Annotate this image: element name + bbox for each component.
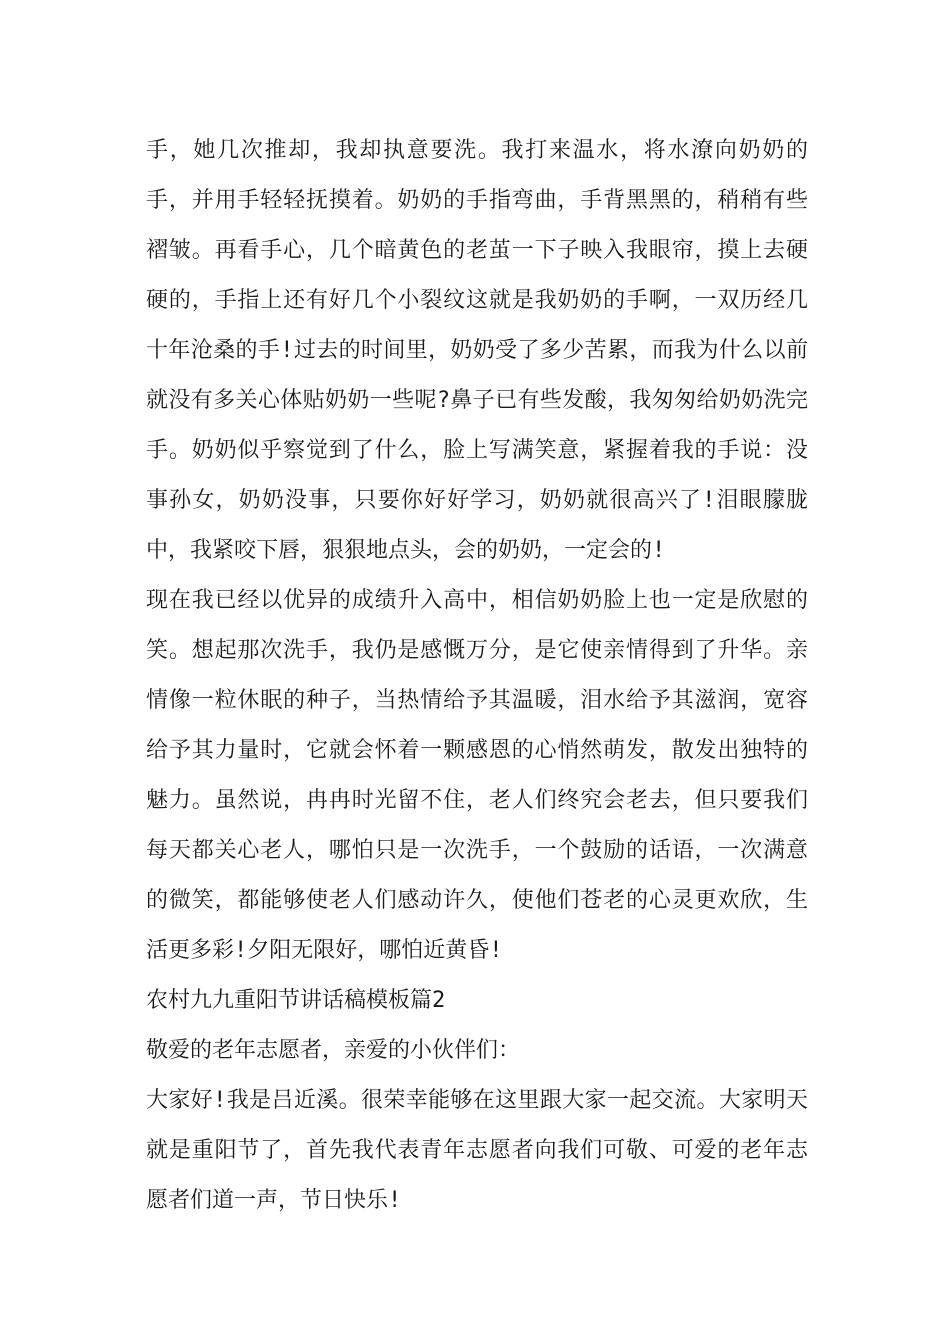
paragraph-1-line-3: 褶皱。再看手心，几个暗黄色的老茧一下子映入我眼帘，摸上去硬 [146,238,808,263]
paragraph-2-line-3: 情像一粒休眠的种子，当热情给予其温暖，泪水给予其滋润，宽容 [146,688,808,713]
paragraph-1-line-2: 手，并用手轻轻抚摸着。奶奶的手指弯曲，手背黑黑的，稍稍有些 [146,188,808,213]
paragraph-1-line-1: 手，她几次推却，我却执意要洗。我打来温水，将水潦向奶奶的 [146,138,808,163]
paragraph-2-line-5: 魅力。虽然说，冉冉时光留不住，老人们终究会老去，但只要我们 [146,788,808,813]
paragraph-3-line-1: 大家好!我是吕近溪。很荣幸能够在这里跟大家一起交流。大家明天 [146,1088,808,1113]
paragraph-1-line-7: 手。奶奶似乎察觉到了什么，脸上写满笑意，紧握着我的手说：没 [146,438,808,463]
paragraph-1-line-8: 事孙女，奶奶没事，只要你好好学习，奶奶就很高兴了!泪眼朦胧 [146,488,808,513]
paragraph-3-line-2: 就是重阳节了，首先我代表青年志愿者向我们可敬、可爱的老年志 [146,1138,808,1163]
paragraph-1-line-5: 十年沧桑的手!过去的时间里，奶奶受了多少苦累，而我为什么以前 [146,338,808,363]
paragraph-2-line-1: 现在我已经以优异的成绩升入高中，相信奶奶脸上也一定是欣慰的 [146,588,808,613]
paragraph-2-line-6: 每天都关心老人，哪怕只是一次洗手，一个鼓励的话语，一次满意 [146,838,808,863]
paragraph-3-line-3: 愿者们道一声，节日快乐! [146,1188,402,1213]
paragraph-1-line-4: 硬的，手指上还有好几个小裂纹这就是我奶奶的手啊，一双历经几 [146,288,808,313]
section-heading: 农村九九重阳节讲话稿模板篇2 [146,988,446,1013]
paragraph-1-line-6: 就没有多关心体贴奶奶一些呢?鼻子已有些发酸，我匆匆给奶奶洗完 [146,388,808,413]
paragraph-2-line-8: 活更多彩!夕阳无限好，哪怕近黄昏! [146,938,503,963]
paragraph-2-line-7: 的微笑，都能够使老人们感动许久，使他们苍老的心灵更欢欣，生 [146,888,808,913]
salutation: 敬爱的老年志愿者，亲爱的小伙伴们： [146,1038,521,1063]
paragraph-1-line-9: 中，我紧咬下唇，狠狠地点头，会的奶奶，一定会的! [146,538,666,563]
paragraph-2-line-2: 笑。想起那次洗手，我仍是感慨万分，是它使亲情得到了升华。亲 [146,638,808,663]
paragraph-2-line-4: 给予其力量时，它就会怀着一颗感恩的心悄然萌发，散发出独特的 [146,738,808,763]
